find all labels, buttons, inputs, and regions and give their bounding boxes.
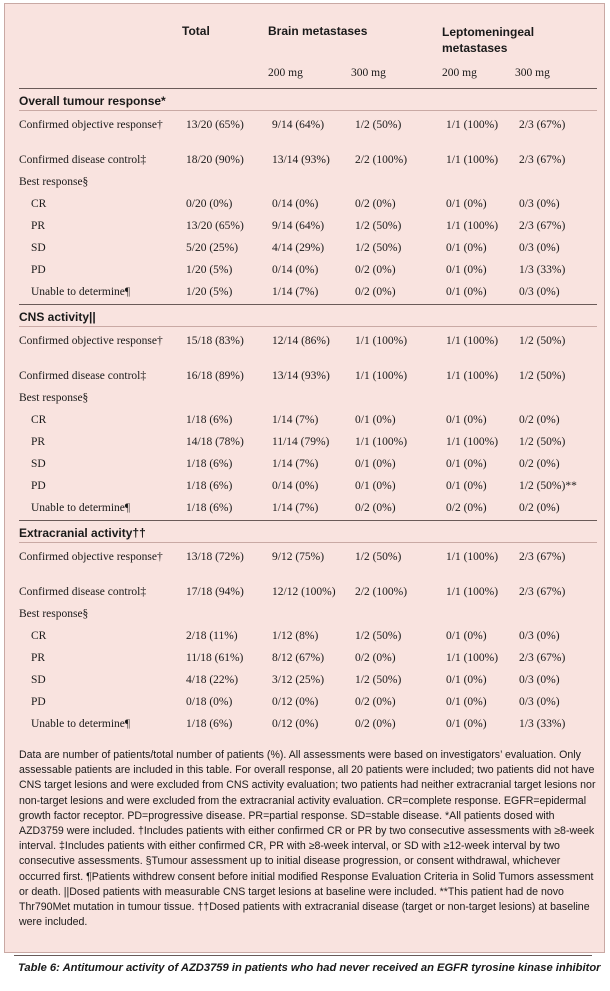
row-label: PR <box>31 436 46 448</box>
cell-l300: 0/2 (0%) <box>519 502 560 514</box>
table-row <box>19 326 597 366</box>
cell-l200 <box>442 172 515 194</box>
cell-l300 <box>515 388 597 410</box>
table-row <box>19 692 597 714</box>
section-header <box>19 304 597 326</box>
row-label: CR <box>31 414 47 426</box>
cell-b300: 1/2 (50%) <box>355 220 402 232</box>
cell-total: 16/18 (89%) <box>186 370 244 382</box>
cell-l300: 2/3 (67%) <box>519 220 566 232</box>
cell-l300: 0/3 (0%) <box>519 674 560 686</box>
table-caption <box>18 962 601 974</box>
row-label: PR <box>31 220 46 232</box>
cell-b300: 2/2 (100%) <box>355 154 408 166</box>
cell-b300: 0/1 (0%) <box>355 480 396 492</box>
section-title: Overall tumour response* <box>19 88 597 110</box>
cell-b300: 0/1 (0%) <box>355 414 396 426</box>
table-row <box>19 582 597 604</box>
table-body <box>19 88 597 736</box>
table-row <box>19 150 597 172</box>
cell-l300: 1/2 (50%) <box>519 370 566 382</box>
row-label: Confirmed disease control‡ <box>19 370 147 382</box>
cell-l300: 0/3 (0%) <box>519 242 560 254</box>
cell-b200: 4/14 (29%) <box>272 242 325 254</box>
row-label: PD <box>31 264 46 276</box>
table-row <box>19 238 597 260</box>
cell-l200: 1/1 (100%) <box>446 550 499 563</box>
table-row <box>19 388 597 410</box>
cell-b300: 1/2 (50%) <box>355 118 402 131</box>
row-label: Confirmed disease control‡ <box>19 154 147 166</box>
row-label: Best response§ <box>19 392 89 404</box>
table-row <box>19 216 597 238</box>
table-row <box>19 498 597 520</box>
cell-total <box>182 604 268 626</box>
cell-b300: 1/2 (50%) <box>355 674 402 686</box>
table-row <box>19 432 597 454</box>
row-label: Unable to determine¶ <box>31 286 131 298</box>
table-row <box>19 604 597 626</box>
cell-b200: 1/14 (7%) <box>272 414 319 426</box>
cell-l300: 1/2 (50%) <box>519 334 566 347</box>
cell-b300 <box>351 604 442 626</box>
cell-l300: 0/2 (0%) <box>519 414 560 426</box>
cell-b200: 9/12 (75%) <box>272 550 325 563</box>
cell-l300: 2/3 (67%) <box>519 652 566 664</box>
cell-b300: 1/1 (100%) <box>355 370 408 382</box>
cell-b300: 0/2 (0%) <box>355 198 396 210</box>
cell-b200: 12/12 (100%) <box>272 586 336 598</box>
cell-l300: 2/3 (67%) <box>519 550 566 563</box>
cell-b300: 0/2 (0%) <box>355 652 396 664</box>
table-row <box>19 454 597 476</box>
cell-total: 1/20 (5%) <box>186 286 233 298</box>
cell-total: 18/20 (90%) <box>186 154 244 166</box>
row-label: CR <box>31 198 47 210</box>
cell-l200: 0/1 (0%) <box>446 198 487 210</box>
cell-b300: 1/2 (50%) <box>355 550 402 563</box>
header-lepto <box>442 16 597 62</box>
table-wrap <box>19 16 597 736</box>
cell-b200: 0/14 (0%) <box>272 198 319 210</box>
cell-total: 4/18 (22%) <box>186 674 239 686</box>
cell-l200: 1/1 (100%) <box>446 436 499 448</box>
cell-l200: 0/1 (0%) <box>446 480 487 492</box>
caption-text: Antitumour activity of AZD3759 in patients who had never received an EGFR tyrosine kinase inhibitor <box>59 962 601 974</box>
table-row <box>19 648 597 670</box>
table-row <box>19 282 597 304</box>
cell-b200: 0/14 (0%) <box>272 480 319 492</box>
cell-b300: 0/2 (0%) <box>355 502 396 514</box>
cell-l200: 1/1 (100%) <box>446 370 499 382</box>
footnotes <box>19 748 597 930</box>
cell-l300: 0/3 (0%) <box>519 630 560 642</box>
cell-b300: 0/2 (0%) <box>355 696 396 708</box>
cell-b200: 1/14 (7%) <box>272 458 319 470</box>
row-label: Unable to determine¶ <box>31 502 131 514</box>
cell-total: 17/18 (94%) <box>186 586 244 598</box>
row-label: CR <box>31 630 47 642</box>
header-blank-2 <box>19 62 182 88</box>
table-row <box>19 410 597 432</box>
table-row <box>19 110 597 150</box>
cell-b200 <box>268 388 351 410</box>
row-label: PD <box>31 696 46 708</box>
cell-total: 1/18 (6%) <box>186 480 233 492</box>
cell-l300: 0/3 (0%) <box>519 286 560 298</box>
cell-l200: 0/1 (0%) <box>446 264 487 276</box>
header-brain <box>268 16 442 62</box>
cell-total: 15/18 (83%) <box>186 334 244 347</box>
cell-b200: 12/14 (86%) <box>272 334 330 347</box>
cell-l200: 1/1 (100%) <box>446 154 499 166</box>
cell-l300: 1/2 (50%) <box>519 436 566 448</box>
header-blank <box>19 16 182 62</box>
table-row <box>19 626 597 648</box>
cell-l300: 1/2 (50%)** <box>519 480 577 492</box>
results-table <box>19 16 597 736</box>
header-lepto-300: 300 mg <box>515 62 597 88</box>
row-label: SD <box>31 242 46 254</box>
row-label: Confirmed objective response† <box>19 118 163 131</box>
header-brain-200: 200 mg <box>268 62 351 88</box>
cell-l200: 0/1 (0%) <box>446 674 487 686</box>
cell-b300: 2/2 (100%) <box>355 586 408 598</box>
cell-total: 11/18 (61%) <box>186 652 244 664</box>
cell-l300: 2/3 (67%) <box>519 586 566 598</box>
cell-l300: 0/2 (0%) <box>519 458 560 470</box>
row-label: Unable to determine¶ <box>31 718 131 730</box>
table-row <box>19 172 597 194</box>
cell-l300: 2/3 (67%) <box>519 118 566 131</box>
row-label: Best response§ <box>19 608 89 620</box>
cell-l200: 1/1 (100%) <box>446 652 499 664</box>
cell-total <box>182 172 268 194</box>
cell-b200: 0/12 (0%) <box>272 696 319 708</box>
cell-l200: 1/1 (100%) <box>446 118 499 131</box>
table-row <box>19 542 597 582</box>
cell-b200: 8/12 (67%) <box>272 652 325 664</box>
cell-total: 1/18 (6%) <box>186 718 233 730</box>
cell-total: 13/18 (72%) <box>186 550 244 563</box>
cell-l300: 2/3 (67%) <box>519 154 566 166</box>
table-panel <box>4 3 605 953</box>
cell-b200: 1/12 (8%) <box>272 630 319 642</box>
cell-b200 <box>268 604 351 626</box>
cell-l300: 1/3 (33%) <box>519 718 566 730</box>
cell-b300: 1/1 (100%) <box>355 334 408 347</box>
header-blank-3 <box>182 62 268 88</box>
cell-l300: 1/3 (33%) <box>519 264 566 276</box>
cell-total: 13/20 (65%) <box>186 220 244 232</box>
cell-l200: 0/2 (0%) <box>446 502 487 514</box>
cell-l200 <box>442 604 515 626</box>
header-lepto-label: Leptomeningeal metastases <box>442 25 535 55</box>
row-label: Confirmed objective response† <box>19 334 163 347</box>
row-label: Confirmed objective response† <box>19 550 163 563</box>
row-label: Best response§ <box>19 176 89 188</box>
cell-b200: 9/14 (64%) <box>272 118 325 131</box>
caption-number: Table 6: <box>18 962 60 974</box>
cell-l200: 1/1 (100%) <box>446 334 499 347</box>
row-label: PD <box>31 480 46 492</box>
cell-l300 <box>515 172 597 194</box>
section-title: CNS activity|| <box>19 304 597 326</box>
caption-rule <box>14 955 592 956</box>
header-lepto-200: 200 mg <box>442 62 515 88</box>
cell-l200: 1/1 (100%) <box>446 586 499 598</box>
cell-total <box>182 388 268 410</box>
header-total: Total <box>182 24 210 38</box>
section-header <box>19 520 597 542</box>
cell-b300: 0/2 (0%) <box>355 286 396 298</box>
table-row <box>19 260 597 282</box>
cell-b300 <box>351 388 442 410</box>
cell-l200: 0/1 (0%) <box>446 630 487 642</box>
section-header <box>19 88 597 110</box>
cell-total: 13/20 (65%) <box>186 118 244 131</box>
cell-b200: 1/14 (7%) <box>272 502 319 514</box>
row-label: SD <box>31 674 46 686</box>
header-brain-300: 300 mg <box>351 62 442 88</box>
cell-l200: 0/1 (0%) <box>446 242 487 254</box>
cell-l200: 0/1 (0%) <box>446 286 487 298</box>
cell-l200: 0/1 (0%) <box>446 718 487 730</box>
row-label: Confirmed disease control‡ <box>19 586 147 598</box>
footnote-text: Data are number of patients/total number of patients (%). All assessments were based on investigators’ evaluation. Only assessable patients are included in this table. For overall response, all 20 patients were included; two patients did not have CNS target lesions and were excluded from CNS activity evaluation; two patients had neither extracranial target lesions nor non-target lesions and were excluded from the extracranial activity evaluation. CR=complete response. EGFR=epidermal growth factor receptor. PD=progressive disease. PR=partial response. SD=stable disease. *All patients dosed with AZD3759 were included. †Includes patients with either confirmed CR or PR by two consecutive assessments with ≥8-week interval. ‡Includes patients with either confirmed CR, PR with ≥8-week interval, or SD with ≥12-week interval by two consecutive assessments. §Tumour assessment up to initial disease progression, or consent withdrawal, whichever occurred first. ¶Patients withdrew consent before initial modified Response Evaluation Criteria in Solid Tumors assessment or death. ||Dosed patients with measurable CNS target lesions at baseline were included. **This patient had de novo Thr790Met mutation in tumour tissue. ††Dosed patients with extracranial disease (target or non-target lesions) at baseline were included. <box>19 749 596 929</box>
section-title: Extracranial activity†† <box>19 520 597 542</box>
cell-b200: 13/14 (93%) <box>272 154 330 166</box>
cell-total: 1/18 (6%) <box>186 414 233 426</box>
cell-b200: 11/14 (79%) <box>272 436 330 448</box>
cell-b200: 0/12 (0%) <box>272 718 319 730</box>
cell-b200: 13/14 (93%) <box>272 370 330 382</box>
cell-total: 1/18 (6%) <box>186 458 233 470</box>
cell-b200 <box>268 172 351 194</box>
cell-total: 0/18 (0%) <box>186 696 233 708</box>
cell-l300 <box>515 604 597 626</box>
table-row <box>19 670 597 692</box>
table-row <box>19 476 597 498</box>
cell-b300: 0/2 (0%) <box>355 718 396 730</box>
cell-b200: 3/12 (25%) <box>272 674 325 686</box>
cell-b300: 1/2 (50%) <box>355 242 402 254</box>
table-row <box>19 194 597 216</box>
row-label: SD <box>31 458 46 470</box>
cell-total: 5/20 (25%) <box>186 242 239 254</box>
row-label: PR <box>31 652 46 664</box>
header-brain-label: Brain metastases <box>268 24 368 38</box>
cell-l300: 0/3 (0%) <box>519 696 560 708</box>
cell-total: 14/18 (78%) <box>186 436 244 448</box>
cell-l200: 0/1 (0%) <box>446 458 487 470</box>
cell-b200: 9/14 (64%) <box>272 220 325 232</box>
cell-l200: 1/1 (100%) <box>446 220 499 232</box>
cell-total: 2/18 (11%) <box>186 630 238 642</box>
cell-total: 0/20 (0%) <box>186 198 233 210</box>
cell-b300: 0/1 (0%) <box>355 458 396 470</box>
cell-l200 <box>442 388 515 410</box>
cell-b300: 1/2 (50%) <box>355 630 402 642</box>
cell-b300: 1/1 (100%) <box>355 436 408 448</box>
cell-l300: 0/3 (0%) <box>519 198 560 210</box>
cell-b300: 0/2 (0%) <box>355 264 396 276</box>
cell-b200: 1/14 (7%) <box>272 286 319 298</box>
cell-b200: 0/14 (0%) <box>272 264 319 276</box>
table-row <box>19 366 597 388</box>
cell-total: 1/20 (5%) <box>186 264 233 276</box>
cell-b300 <box>351 172 442 194</box>
cell-total: 1/18 (6%) <box>186 502 233 514</box>
table-row <box>19 714 597 736</box>
cell-l200: 0/1 (0%) <box>446 696 487 708</box>
cell-l200: 0/1 (0%) <box>446 414 487 426</box>
